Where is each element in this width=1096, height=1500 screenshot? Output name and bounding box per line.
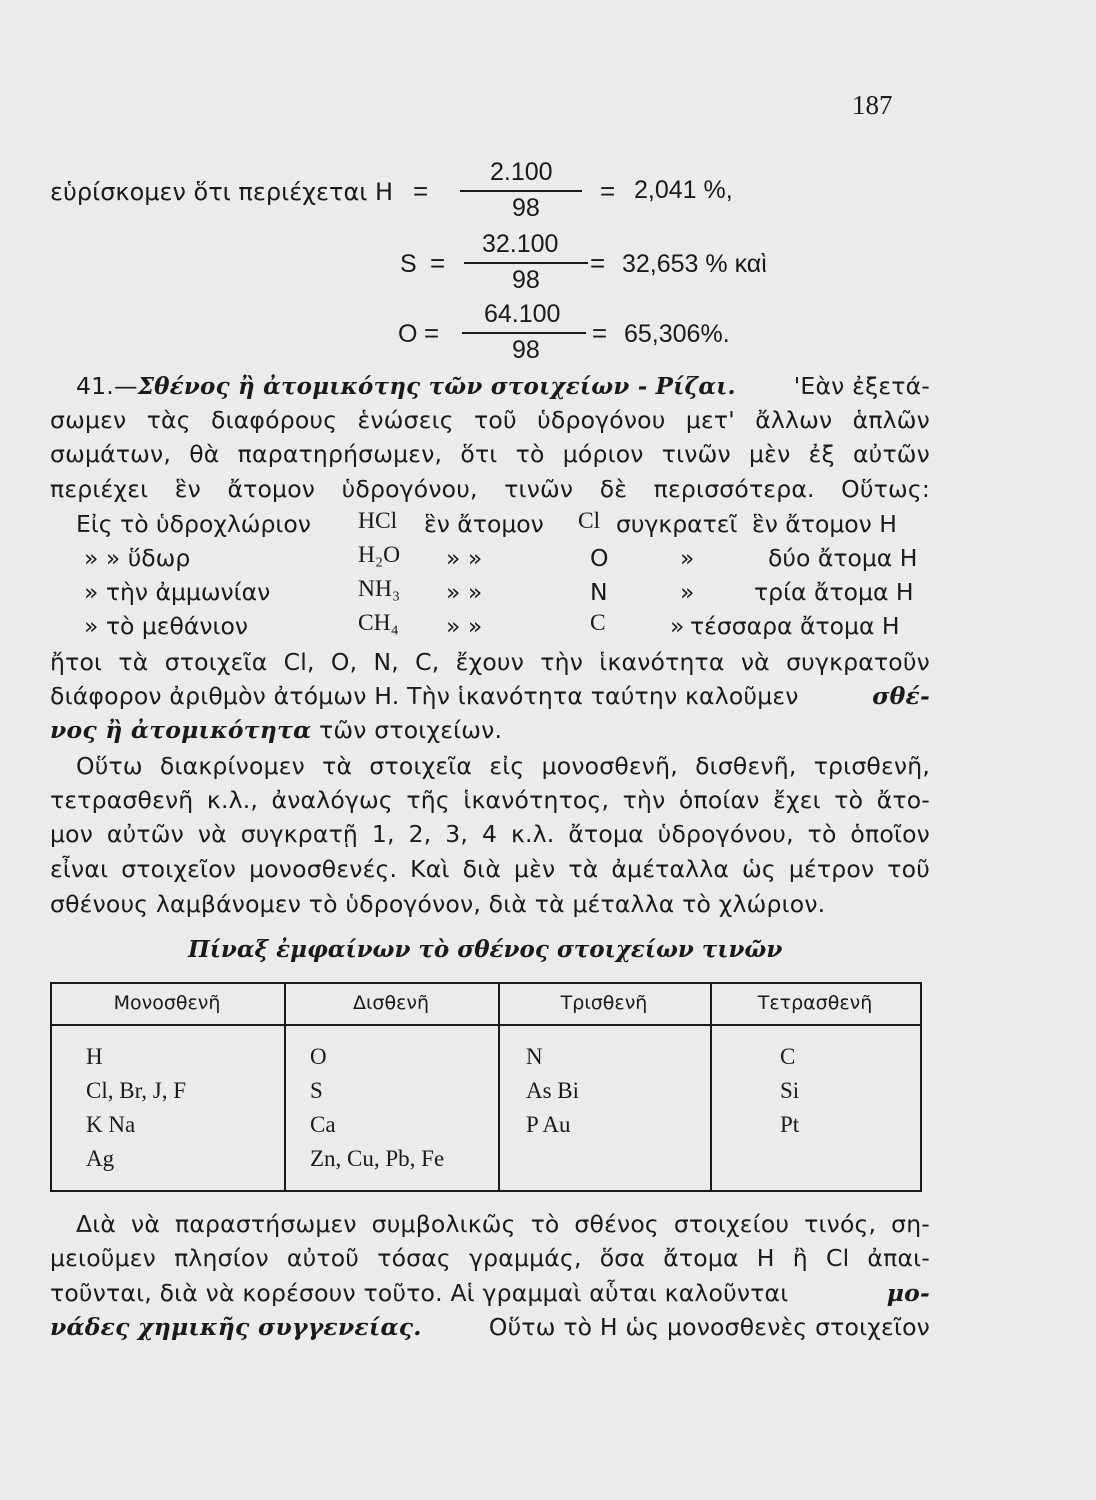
- s-fraction-bar: [464, 262, 588, 264]
- bold-term: μο-: [886, 1279, 930, 1307]
- h-result: 2,041 %,: [634, 176, 733, 204]
- table-cell: K Na: [86, 1112, 136, 1137]
- compound-prefix: Εἰς τὸ ὑδροχλώριον: [76, 510, 311, 538]
- text-line: Οὕτω διακρίνομεν τὰ στοιχεῖα εἰς μονοσθενῆ, δισθενῆ, τρισθενῆ,: [76, 752, 930, 780]
- table-header-cell: Μονοσθενῆ: [113, 992, 221, 1014]
- page-number: 187: [852, 90, 893, 120]
- compound-verb: »: [670, 612, 685, 640]
- bold-term: νάδες χημικῆς συγγενείας.: [50, 1313, 422, 1341]
- text-line: τετρασθενῆ κ.λ., ἀναλόγως τῆς ἱκανότητος, τὴν ὁποίαν ἔχει τὸ ἄτο-: [50, 786, 930, 814]
- text-span: διάφορον ἀριθμὸν ἀτόμων H. Τὴν ἱκανότητα ταύτην καλοῦμεν: [50, 682, 799, 710]
- equals-sign: =: [430, 248, 446, 278]
- section-title: Σθένος ἢ ἀτομικότης τῶν στοιχείων - Ρίζαι.: [137, 373, 736, 400]
- table-column: [526, 1040, 579, 1142]
- section-first-words: 'Εὰν ἐξετά-: [793, 372, 930, 400]
- text-line: μον αὐτῶν νὰ συγκρατῇ 1, 2, 3, 4 κ.λ. ἄτομα ὑδρογόνου, τὸ ὁποῖον: [50, 820, 930, 848]
- table-top-rule: [50, 982, 922, 984]
- compound-verb: »: [680, 544, 695, 572]
- table-header-cell: Δισθενῆ: [352, 992, 430, 1014]
- text-span: Οὕτω τὸ H ὡς μονοσθενὲς στοιχεῖον: [488, 1313, 930, 1341]
- table-cell: As Bi: [526, 1078, 580, 1103]
- o-result: 65,306%.: [624, 320, 730, 348]
- h-denominator: 98: [512, 194, 540, 222]
- equals-sign: =: [590, 248, 606, 278]
- equals-sign: =: [424, 318, 440, 348]
- compound-element: C: [590, 610, 606, 636]
- text-line: εἶναι στοιχεῖον μονοσθενές. Καὶ διὰ μὲν τὰ ἀμέταλλα ὡς μέτρον τοῦ: [50, 855, 930, 883]
- table-cell: Ag: [86, 1146, 115, 1171]
- compound-count: τέσσαρα ἄτομα H: [690, 612, 900, 640]
- compound-element: N: [590, 578, 608, 606]
- compound-element: Cl: [578, 508, 601, 534]
- table-column: [86, 1040, 186, 1176]
- table-column: [780, 1040, 799, 1142]
- table-cell: Si: [780, 1078, 800, 1103]
- table-header-cell: Τετρασθενῆ: [757, 992, 873, 1014]
- table-cell: Ca: [310, 1112, 336, 1137]
- h-fraction-bar: [460, 190, 582, 192]
- s-denominator: 98: [512, 266, 540, 294]
- bold-term: νος ἢ ἀτομικότητα: [50, 716, 312, 744]
- bold-term: σθέ-: [872, 682, 930, 710]
- table-column: [310, 1040, 444, 1176]
- valence-table: [50, 982, 922, 1192]
- text-line: σωμάτων, θὰ παρατηρήσωμεν, ὅτι τὸ μόριον τινῶν μὲν ἐξ αὐτῶν: [50, 440, 930, 468]
- compound-count: ἓν ἄτομον H: [752, 510, 897, 538]
- compound-verb: συγκρατεῖ: [616, 510, 738, 538]
- compound-formula: HCl: [358, 508, 398, 534]
- table-cell: C: [780, 1044, 796, 1069]
- o-denominator: 98: [512, 336, 540, 364]
- o-fraction-bar: [462, 332, 586, 334]
- table-title: Πίναξ ἐμφαίνων τὸ σθένος στοιχείων τινῶν: [188, 936, 783, 963]
- table-border-right: [920, 982, 922, 1192]
- table-header-cell: Τρισθενῆ: [560, 992, 648, 1014]
- text-line: [50, 716, 930, 744]
- compound-mid: » »: [446, 578, 483, 606]
- equals-sign: =: [592, 318, 608, 348]
- table-header-rule: [50, 1024, 922, 1026]
- compound-prefix: » τὸ μεθάνιον: [84, 612, 248, 640]
- compound-element: O: [590, 544, 609, 572]
- table-cell: P Au: [526, 1112, 571, 1137]
- o-label: O: [398, 320, 418, 348]
- table-cell: Zn, Cu, Pb, Fe: [310, 1146, 445, 1171]
- table-cell: S: [310, 1078, 323, 1103]
- compound-mid: » »: [446, 544, 483, 572]
- h-numerator: 2.100: [490, 158, 553, 186]
- compound-formula: NH₃: [358, 576, 401, 602]
- s-label: S: [400, 250, 417, 278]
- text-line: περιέχει ἓν ἄτομον ὑδρογόνου, τινῶν δὲ περισσότερα. Οὕτως:: [50, 475, 930, 503]
- table-cell: H: [86, 1044, 103, 1069]
- table-cell: Cl, Br, J, F: [86, 1078, 187, 1103]
- table-cell: Pt: [780, 1112, 800, 1137]
- equals-sign: =: [600, 176, 616, 206]
- compound-count: δύο ἄτομα H: [768, 544, 918, 572]
- compound-verb: »: [680, 578, 695, 606]
- compound-formula: H₂O: [358, 542, 401, 568]
- text-line: ἤτοι τὰ στοιχεῖα Cl, O, N, C, ἔχουν τὴν ἱκανότητα νὰ συγκρατοῦν: [50, 648, 930, 676]
- text-span: τοῦνται, διὰ νὰ κορέσουν τοῦτο. Αἱ γραμμαὶ αὗται καλοῦνται: [50, 1279, 789, 1307]
- table-bottom-rule: [50, 1190, 922, 1192]
- text-span: τῶν στοιχείων.: [319, 716, 503, 744]
- s-numerator: 32.100: [482, 230, 559, 258]
- compound-count: τρία ἄτομα H: [754, 578, 914, 606]
- text-line: [50, 682, 930, 710]
- table-cell: N: [526, 1044, 543, 1069]
- compound-formula: CH₄: [358, 610, 399, 636]
- compound-prefix: » τὴν ἀμμωνίαν: [84, 578, 271, 606]
- section-heading: [76, 372, 930, 400]
- s-result: 32,653 % καὶ: [622, 250, 767, 278]
- o-numerator: 64.100: [484, 300, 561, 328]
- compound-mid: ἓν ἄτομον: [424, 510, 544, 538]
- equals-sign: =: [413, 176, 429, 206]
- text-line: [50, 1313, 930, 1341]
- text-line: σωμεν τὰς διαφόρους ἑνώσεις τοῦ ὑδρογόνου μετ' ἄλλων ἁπλῶν: [50, 406, 930, 434]
- formula-intro: εὑρίσκομεν ὅτι περιέχεται H: [50, 178, 394, 206]
- table-cell: O: [310, 1044, 327, 1069]
- compound-mid: » »: [446, 612, 483, 640]
- compound-prefix: » » ὕδωρ: [84, 544, 191, 572]
- text-line: σθένους λαμβάνομεν τὸ ὑδρογόνον, διὰ τὰ μέταλλα τὸ χλώριον.: [50, 890, 826, 918]
- text-line: μειοῦμεν πλησίον αὐτοῦ τόσας γραμμάς, ὅσα ἄτομα H ἢ Cl ἀπαι-: [50, 1244, 930, 1272]
- section-number: 41.—: [76, 372, 138, 400]
- text-line: [50, 1279, 930, 1307]
- text-line: Διὰ νὰ παραστήσωμεν συμβολικῶς τὸ σθένος στοιχείου τινός, ση-: [76, 1210, 930, 1238]
